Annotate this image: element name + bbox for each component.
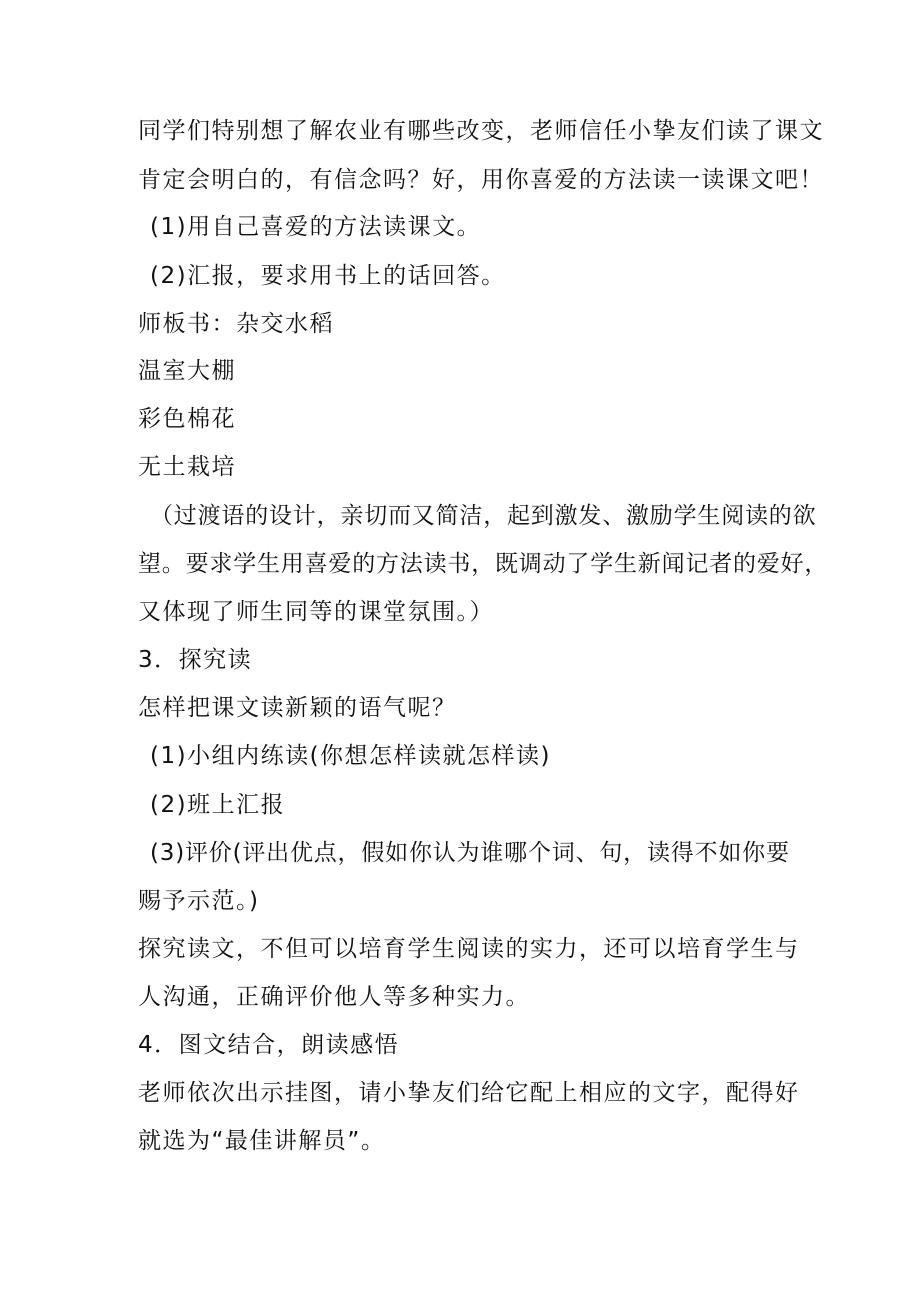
section-heading: 4．图文结合，朗读感悟 bbox=[138, 1032, 400, 1058]
board-item: 彩色棉花 bbox=[138, 406, 236, 432]
list-item: (2)班上汇报 bbox=[150, 792, 286, 818]
paragraph-line: 人沟通，正确评价他人等多种实力。 bbox=[138, 984, 530, 1010]
paragraph-line: 探究读文，不但可以培育学生阅读的实力，还可以培育学生与 bbox=[138, 936, 800, 962]
list-item: (2)汇报，要求用书上的话回答。 bbox=[150, 263, 506, 289]
commentary-line: 望。要求学生用喜爱的方法读书，既调动了学生新闻记者的爱好， bbox=[138, 551, 829, 577]
board-title-line: 师板书：杂交水稻 bbox=[138, 311, 334, 337]
list-item-continuation: 赐予示范。) bbox=[138, 888, 260, 914]
board-item: 无土栽培 bbox=[138, 454, 236, 480]
commentary-line: （过渡语的设计，亲切而又简洁，起到激发、激励学生阅读的欲 bbox=[150, 503, 817, 529]
list-item: (3)评价(评出优点，假如你认为谁哪个词、句，读得不如你要 bbox=[150, 840, 790, 866]
list-item: (1)小组内练读(你想怎样读就怎样读) bbox=[150, 743, 552, 769]
paragraph-line: 就选为“最佳讲解员”。 bbox=[138, 1128, 386, 1154]
paragraph-line: 同学们特别想了解农业有哪些改变，老师信任小挚友们读了课文 bbox=[138, 118, 824, 144]
board-item: 温室大棚 bbox=[138, 358, 236, 384]
section-heading: 3．探究读 bbox=[138, 647, 253, 673]
paragraph-line: 老师依次出示挂图，请小挚友们给它配上相应的文字，配得好 bbox=[138, 1080, 800, 1106]
paragraph-line: 肯定会明白的，有信念吗？好，用你喜爱的方法读一读课文吧！ bbox=[138, 167, 824, 193]
list-item: (1)用自己喜爱的方法读课文。 bbox=[150, 214, 482, 240]
paragraph-line: 怎样把课文读新颖的语气呢？ bbox=[138, 695, 457, 721]
commentary-line: 又体现了师生同等的课堂氛围。） bbox=[138, 599, 494, 625]
